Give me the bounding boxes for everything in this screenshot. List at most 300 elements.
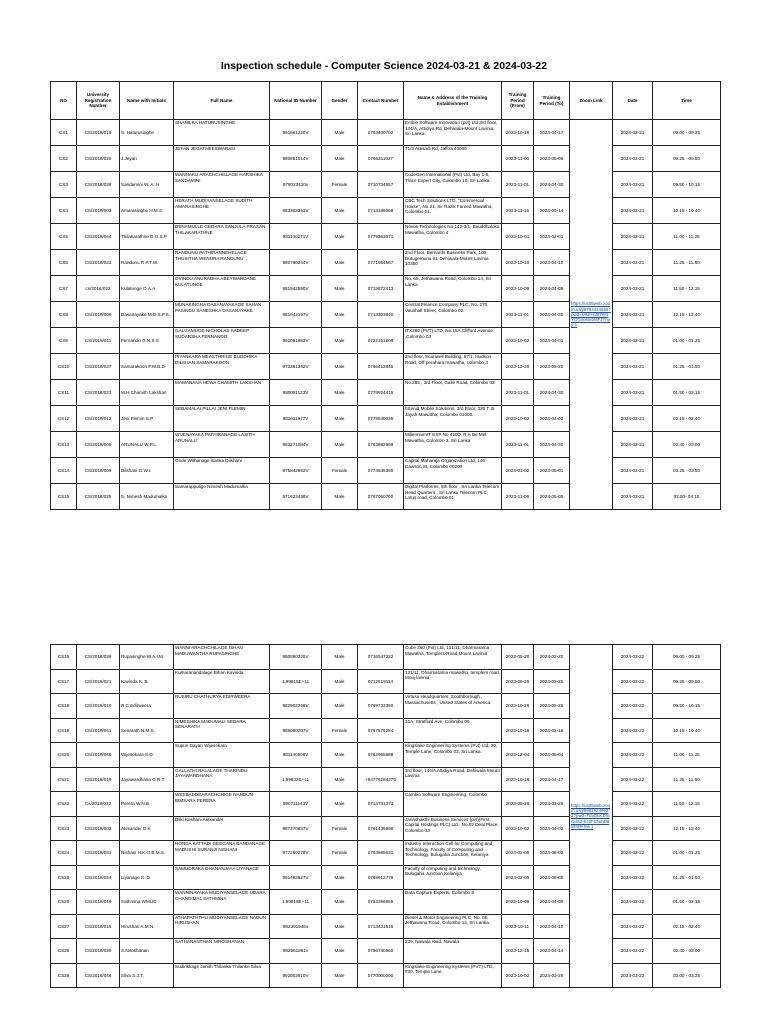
cell-period-to: 2024-05-20 [534,354,570,380]
cell-time: 09.25 - 09.50 [653,146,721,172]
cell-establishment: CBC Tech Solutions LTD, "Commercial House", No.21, Sir Razik Fareed Mawatha, Colombo 01. [404,198,502,224]
header-period-to: Training Period (To) [534,82,570,120]
cell-full-name: JEYAN JEGATHEESWARAN [174,146,270,172]
cell-registration: CS/2018/005 [77,432,120,458]
header-gender: Gender [322,82,358,120]
cell-contact: 0769733350 [358,694,404,719]
cell-no: CS14 [51,458,77,484]
cell-nic: 977260279V [270,841,322,866]
cell-initials: Nishani H.K.G.B.M.S. [120,841,174,866]
cell-nic: 981611977V [270,406,322,432]
cell-gender: Female [322,816,358,841]
cell-period-to: 2024-08-05 [534,865,570,890]
cell-contact: 0714731373 [358,792,404,817]
cell-date: 2024-03-21 [613,250,653,276]
cell-period-to: 2024-04-30 [534,432,570,458]
cell-contact: 0767575284 [358,718,404,743]
cell-no: CS28 [51,939,77,964]
cell-nic: 991661220V [270,120,322,146]
cell-date: 2024-03-21 [613,328,653,354]
schedule-table-day-1 [50,81,721,510]
cell-period-from: 2023-05-20 [502,645,534,670]
cell-no: CS16 [51,645,77,670]
cell-nic: 986080207V [270,718,322,743]
cell-establishment: Faculty of computing and technology, Bulugaha Junction,Kelaniya [404,865,502,890]
cell-full-name: SEBAMALAI PILLAI JENI FLEMIN [174,406,270,432]
cell-period-to: 2024-04-10 [534,250,570,276]
cell-initials: Silva S.J.T. [120,963,174,988]
cell-establishment: 71/3 Arasadi Rd, Jaffna 40000 [404,146,502,172]
cell-establishment: Diesel & Motor Engineering PLC, No. 65, Jethawana Road, Colombo 14, Sri Lanka. [404,914,502,939]
cell-period-to: 2024-03-29 [534,963,570,988]
cell-time: 03.50- 04.15 [653,484,721,510]
cell-period-to: 2024-04-30 [534,380,570,406]
page-title: Inspection schedule - Computer Science 2024-03-21 & 2024-03-22 [220,60,548,72]
table-row [51,963,721,988]
cell-time: 02.40 - 03.00 [653,939,721,964]
cell-full-name: PIYANKARA MEASTHRIGE BUDDHIKA DILSHAN SAMARAKOON [174,354,270,380]
cell-date: 2024-03-21 [613,354,653,380]
cell-establishment: Central Finance Company PLC, No. 270, Vauxhall Street, Colombo 02. [404,302,502,328]
cell-contact: 0713303840 [358,302,404,328]
cell-initials: Jeni Flemin S.P. [120,406,174,432]
cell-time: 11.25 - 11.50 [653,767,721,792]
cell-time: 01.00 - 01.25 [653,841,721,866]
cell-contact: 0769612776 [358,865,404,890]
cell-initials: J.Jeyan [120,146,174,172]
cell-period-to: 2024-04-30 [534,172,570,198]
cell-no: CS22 [51,792,77,817]
cell-time: 09.50 - 10.15 [653,694,721,719]
cell-date: 2024-03-21 [613,380,653,406]
cell-no: CS29 [51,963,77,988]
cell-establishment: CodeGen International (Pvt) Ltd, Bay 1-5, Trace Expert City, Colombo 10, Sri Lanka. [404,172,502,198]
cell-nic: 981100271V [270,224,322,250]
table-row [51,914,721,939]
cell-registration: CS/2018/018 [77,914,120,939]
cell-establishment: 16A, Stratford Ave, Colombo 06 [404,718,502,743]
cell-establishment: 3rd floor, 144/A Attidiya Road, Dehiwala Mount Lavinia [404,767,502,792]
table-row [51,224,721,250]
cell-gender: Male [322,120,358,146]
cell-nic: 980780244V [270,250,322,276]
cell-time: 03.00 - 03.25 [653,963,721,988]
cell-date: 2024-03-22 [613,743,653,768]
cell-gender: Male [322,484,358,510]
cell-period-to: 2024-04-01 [534,328,570,354]
cell-period-from: 2023-11-01 [502,172,534,198]
cell-time: 02.15 - 02.40 [653,406,721,432]
cell-date: 2024-03-21 [613,224,653,250]
cell-contact: 0771954567 [358,250,404,276]
cell-registration: CS/2018/023 [77,380,120,406]
table-row [51,669,721,694]
cell-registration: CS/2018/008 [77,302,120,328]
cell-full-name: SAMUDRAKA DHANANJAYA LIYANAGE [174,865,270,890]
cell-time: 09.50 - 10.15 [653,172,721,198]
header-zoom: Zoom Link [570,82,613,120]
cell-initials: S. Haturusinghe [120,120,174,146]
cell-full-name: RANDUNU PATHIRANNEHELAGE THUSITHA WENURA RANDUNU [174,250,270,276]
cell-date: 2024-03-22 [613,865,653,890]
cell-registration: cs/2018/022 [77,276,120,302]
cell-time: 01.50 - 02.15 [653,380,721,406]
cell-date: 2024-03-22 [613,914,653,939]
cell-initials: Wijesekara S.D. [120,743,174,768]
cell-no: CS1 [51,120,77,146]
cell-nic: 983302351V [270,198,322,224]
cell-nic: 982902266V [270,694,322,719]
cell-initials: Sathmina WMUC [120,890,174,915]
cell-no: CS25 [51,865,77,890]
cell-registration: CS/2018/019 [77,767,120,792]
cell-gender: Male [322,198,358,224]
cell-no: CS5 [51,224,77,250]
cell-time: 02.15 - 02.40 [653,914,721,939]
cell-gender: Female [322,172,358,198]
cell-time: 11.25 - 11.50 [653,250,721,276]
cell-establishment: 2nd Floor, Bernards Business Park, 106 Dutugemunu St, Dehiwala-Mount Lavinia 10350 [404,250,502,276]
cell-period-from: 2023-10-18 [502,767,534,792]
cell-gender: Male [322,302,358,328]
cell-date: 2024-03-22 [613,963,653,988]
cell-no: CS13 [51,432,77,458]
schedule-table-day-2 [50,644,721,988]
cell-period-from: 2023-11-01 [502,380,534,406]
cell-registration: CS/2018/024 [77,865,120,890]
table-row [51,406,721,432]
cell-initials: Fernando G.N.S.S [120,328,174,354]
table-row [51,302,721,328]
cell-nic: 987370637V [270,816,322,841]
cell-establishment: No.285 , 3rd Floor, Galle Road, Colombo 03 [404,380,502,406]
cell-time: 11.00 - 11.25 [653,224,721,250]
cell-registration: CS/2018/031 [77,841,120,866]
cell-no: CS10 [51,354,77,380]
cell-contact: 0712519114 [358,669,404,694]
cell-nic: 982391946v [270,914,322,939]
cell-period-from: 2023-10-01 [502,224,534,250]
cell-no: CS24 [51,841,77,866]
cell-full-name: RUSIRU CHATHURYA EDIRWEERA [174,694,270,719]
cell-time: 03.25 - 03.50 [653,458,721,484]
cell-period-to: 2024-04-14 [534,939,570,964]
cell-establishment: Cambio Software Engineering, Colombo [404,792,502,817]
cell-contact: 0767060760 [358,484,404,510]
cell-full-name: Samarappulige Nimesh Madumalka [174,484,270,510]
cell-nic: 992002910V [270,963,322,988]
table-row [51,354,721,380]
cell-registration: CS/2018/049 [77,890,120,915]
zoom-link-cell [570,645,613,988]
cell-full-name: Sudirikkage Janith Thilanka Thilanke Silva [174,963,270,988]
cell-period-to: 2024-08-02 [534,841,570,866]
cell-gender: Female [322,718,358,743]
cell-date: 2024-03-21 [613,146,653,172]
cell-time: 01.50 - 02.15 [653,890,721,915]
cell-registration: CS/2018/009 [77,458,120,484]
cell-period-from: 2023-11-01 [502,302,534,328]
cell-establishment: Kingslake Engineering Systems (PVT) LTD, #30, Temple Lane, [404,963,502,988]
cell-date: 2024-03-21 [613,458,653,484]
table-row [51,432,721,458]
cell-period-from: 2023-10-02 [502,406,534,432]
table-row [51,120,721,146]
cell-establishment: Data Capture Experts, Colombo 9 [404,890,502,915]
table-row [51,865,721,890]
cell-date: 2024-03-22 [613,939,653,964]
cell-period-from: 2023-09-25 [502,669,534,694]
cell-period-from: 2023-11-06 [502,484,534,510]
header-no: NO [51,82,77,120]
cell-no: CS27 [51,914,77,939]
cell-initials: Dilshani G.W.I. [120,458,174,484]
cell-establishment: Industry Interaction Cell for Computing and Technology, Faculty of Computing and Technology, Bulugaha Junction, Kelaniya [404,841,502,866]
cell-nic: 981140508V [270,743,322,768]
table-row [51,146,721,172]
cell-full-name: Supun Dayan Wijesekara [174,743,270,768]
cell-registration: CS/2018/046 [77,963,120,988]
table-header-row [51,82,721,120]
cell-contact: 0766311927 [358,146,404,172]
cell-period-to: 2024-04-30 [534,302,570,328]
table-row [51,172,721,198]
cell-nic: 971623438V [270,484,322,510]
cell-full-name: WANNINAYAKA MUDIYANSELAGE UDARA CHANDIMAL SATHMINA [174,890,270,915]
cell-period-from: 2023-12-20 [502,354,534,380]
cell-establishment: Cube 360 (Pvt) Ltd, 131/11, Dharmarama Mawatha, Templers-Road,Mount Lavinia [404,645,502,670]
cell-contact: 0753356655 [358,890,404,915]
cell-contact: 0762955688 [358,743,404,768]
cell-period-from: 2023-10-11 [502,914,534,939]
cell-registration: CS/2018/037 [77,354,120,380]
cell-establishment: MillenniumIT ESP No 450D, R A De Mel Mawatha, Colombo 3, Sri Lanka [404,432,502,458]
cell-full-name: WANNI ARACHCHILAGE ISHAN MADUWANTHA RUPASINGHE [174,645,270,670]
cell-gender: Male [322,792,358,817]
cell-full-name: GALGAMUGE NICHOLAS SADEEP SUDARSHA FERNANDO [174,328,270,354]
cell-period-to: 2024-04-17 [534,767,570,792]
cell-initials: Perera W.N.B [120,792,174,817]
cell-initials: Amarasinghe H.M.S [120,198,174,224]
cell-date: 2024-03-22 [613,669,653,694]
cell-gender: Male [322,963,358,988]
cell-period-from: 2023-10-09 [502,276,534,302]
cell-establishment: ITX360 (PVT) LTD, No.15A,Clifford Avenue ,Colombo 03 [404,328,502,354]
cell-no: CS7 [51,276,77,302]
header-date: Date [613,82,653,120]
cell-time: 02.40 - 03.00 [653,432,721,458]
cell-period-from: 2023-10-10 [502,250,534,276]
cell-contact: 0778924415 [358,380,404,406]
table-row [51,276,721,302]
cell-initials: Sandamini W. A. H [120,172,174,198]
cell-establishment: No. 65, Jethawana Road, Colombo 14, Sri Lanka. [404,276,502,302]
table-row [51,328,721,354]
cell-date: 2024-03-22 [613,792,653,817]
cell-nic: 990081123V [270,380,322,406]
cell-no: CS18 [51,694,77,719]
cell-period-from: 2023-12-15 [502,939,534,964]
cell-full-name: GALLATHI RALALAGE THARINDU JAYAWARDHANA [174,767,270,792]
cell-establishment: Virtusa Headquarters, Southborough , Massachusetts , United States of America. [404,694,502,719]
cell-date: 2024-03-21 [613,484,653,510]
cell-full-name: MAWANANA HEWA CHAMITH LAKSHAN [174,380,270,406]
cell-full-name: WEEBADDEARACHCHIGE NANDUN BIMSARA PERERA [174,792,270,817]
cell-period-to: 2024-04-02 [534,406,570,432]
zoom-link[interactable]: https://us05web.zoom.us/j/8783434569?pwd=UrUHsJ87W1YOGneelebMFJYnyp.1 [571,301,611,328]
cell-initials: Senarath N.M.S [120,718,174,743]
cell-period-from: 2024-02-05 [502,865,534,890]
cell-establishment: Capital Maharaja Organization Ltd, 146 Dawson St, Colombo 00200 [404,458,502,484]
cell-time: 10.15 - 10.40 [653,198,721,224]
cell-gender: Male [322,224,358,250]
cell-initials: Hirushan A.M.N. [120,914,174,939]
cell-full-name: SHANILKA HATURUSINGHE [174,120,270,146]
cell-gender: Male [322,432,358,458]
table-row [51,939,721,964]
cell-initials: Thilakarathne D.G.S.P [120,224,174,250]
cell-registration: CS/2018/036 [77,645,120,670]
cell-time: 09.00 - 09.25 [653,120,721,146]
table-row [51,792,721,817]
cell-full-name: ATHAPATHTHU MUDIYANSELAGE NADUN HIRUSHAN [174,914,270,939]
cell-nic: 982661861v [270,939,322,964]
cell-no: CS17 [51,669,77,694]
cell-period-from: 2023-12-04 [502,743,534,768]
cell-gender: Male [322,694,358,719]
table-row [51,198,721,224]
table-row [51,890,721,915]
cell-nic: 992081983V [270,328,322,354]
cell-gender: Male [322,276,358,302]
cell-period-from: 2023-10-02 [502,963,534,988]
cell-registration: CS/2018/012 [77,406,120,432]
header-registration: University Registration Number [77,82,120,120]
cell-contact: 0716547222 [358,645,404,670]
cell-date: 2024-03-21 [613,172,653,198]
cell-establishment: 239, Nawala road, Nawala [404,939,502,964]
cell-establishment: Emble Software Innovation (pvt) Ltd 3rd floor, 144/A, Attidiya Rd, Dehiwala-Mount Lavinia, Sri Lanka. [404,120,502,146]
cell-nic: 973381342V [270,354,322,380]
cell-time: 09.25 - 09.50 [653,669,721,694]
cell-initials: Kavinda K. B. [120,669,174,694]
cell-gender: Male [322,146,358,172]
cell-nic: 1.99832E+11 [270,767,322,792]
cell-nic: 978023410v [270,172,322,198]
cell-gender: Male [322,865,358,890]
cell-period-to: 2024-03-26 [534,792,570,817]
cell-date: 2024-03-21 [613,198,653,224]
table-row [51,816,721,841]
cell-registration: CS/2018/025 [77,484,120,510]
cell-no: CS23 [51,816,77,841]
cell-period-from: 2023-10-09 [502,890,534,915]
cell-period-to: 2024-02-16 [534,718,570,743]
cell-contact: 0770000000 [358,963,404,988]
cell-period-from: 2023-10-02 [502,816,534,841]
cell-no: CS11 [51,380,77,406]
cell-establishment: 131/11, Dharmarama mawatha, templers road, Mouj lavinia [404,669,502,694]
cell-gender: Male [322,914,358,939]
cell-period-from: 2023-11-15 [502,198,534,224]
cell-gender: Male [322,250,358,276]
cell-gender: Male [322,645,358,670]
cell-no: CS3 [51,172,77,198]
cell-date: 2024-03-22 [613,645,653,670]
cell-establishment: Janashakthi Business Services (pvt)(First Capital Holdings PLC) Ltd , No.02 Deal Place, Colombo 03 [404,816,502,841]
cell-full-name: DENAMULLE GEDARA SANJULA PRASAN THILAKARATHNE [174,224,270,250]
cell-period-from: 2024-02-05 [502,841,534,866]
cell-gender: Male [322,354,358,380]
zoom-link[interactable]: https://us05web.zoom.us/j/89815249622?pwd=TduDUcDfnGdSZrhJ2FCNmD8WSPAfna.1 [571,802,611,829]
cell-period-to: 2024-05-05 [534,484,570,510]
cell-period-to: 2024-04-10 [534,914,570,939]
cell-period-to: 2024-04-17 [534,120,570,146]
cell-contact: +94776284276 [358,767,404,792]
table-row [51,718,721,743]
table-row [51,458,721,484]
header-time: Time [653,82,721,120]
cell-initials: Rupasinghe W.A.I.M [120,645,174,670]
cell-initials: Dasanayake M.D.S.P.S. [120,302,174,328]
table-row [51,767,721,792]
header-period-from: Training Period (From) [502,82,534,120]
cell-period-to: 2024-02-20 [534,645,570,670]
cell-full-name: Dilki Keshani Alexander [174,816,270,841]
cell-initials: Randunu R.P.T.W. [120,250,174,276]
cell-nic: 981942590V [270,276,322,302]
cell-initials: Samarakoon P.M.B.D [120,354,174,380]
cell-initials: R C Edirweera [120,694,174,719]
cell-full-name: WIJENAYAKA PATHIRANAGE LASITH ARUNALU [174,432,270,458]
cell-nic: 975842992V [270,458,322,484]
cell-time: 01.00 - 01.25 [653,328,721,354]
cell-full-name: WANNAKU ARACHCHILLAGE HARSHIKA SANDAMINI [174,172,270,198]
cell-full-name: MUNASINGHA DASANAYAKAGE SAHAN PASINDU SANESHKA DASANAYAKE [174,302,270,328]
cell-date: 2024-03-21 [613,120,653,146]
cell-contact: 0722151808 [358,328,404,354]
cell-period-to: 2024-02-01 [534,224,570,250]
cell-contact: 0766412845 [358,354,404,380]
table-row [51,694,721,719]
cell-period-from: 2023-11-01 [502,432,534,458]
cell-no: CS15 [51,484,77,510]
cell-period-to: 2024-05-26 [534,694,570,719]
cell-date: 2024-03-21 [613,406,653,432]
cell-registration: Cs/2018/032 [77,792,120,817]
cell-date: 2024-03-22 [613,718,653,743]
cell-nic: 991483527V [270,865,322,890]
cell-gender: Male [322,743,358,768]
header-nic: National ID Number [270,82,322,120]
cell-registration: CS/2018/041 [77,718,120,743]
cell-no: CS20 [51,743,77,768]
cell-registration: CS/2018/048 [77,743,120,768]
cell-period-to: 2024-05-01 [534,458,570,484]
cell-contact: 0763892969 [358,432,404,458]
cell-gender: Male [322,328,358,354]
cell-gender: Female [322,458,358,484]
cell-establishment: 2nd floor, Scanwell Building, 67/1, Hudson Road, Off perahara mawatha, colombo 3 [404,354,502,380]
cell-contact: 0756740560 [358,939,404,964]
cell-period-from: 2023-09-26 [502,792,534,817]
cell-full-name: HERATH MUDIYANSELAGE SUDITH AMARASINGHE [174,198,270,224]
cell-nic: 980851014V [270,146,322,172]
cell-nic: 1.99919E+11 [270,890,322,915]
cell-registration: CS/2018/010 [77,694,120,719]
cell-no: CS4 [51,198,77,224]
cell-period-from: 2023-10-16 [502,718,534,743]
